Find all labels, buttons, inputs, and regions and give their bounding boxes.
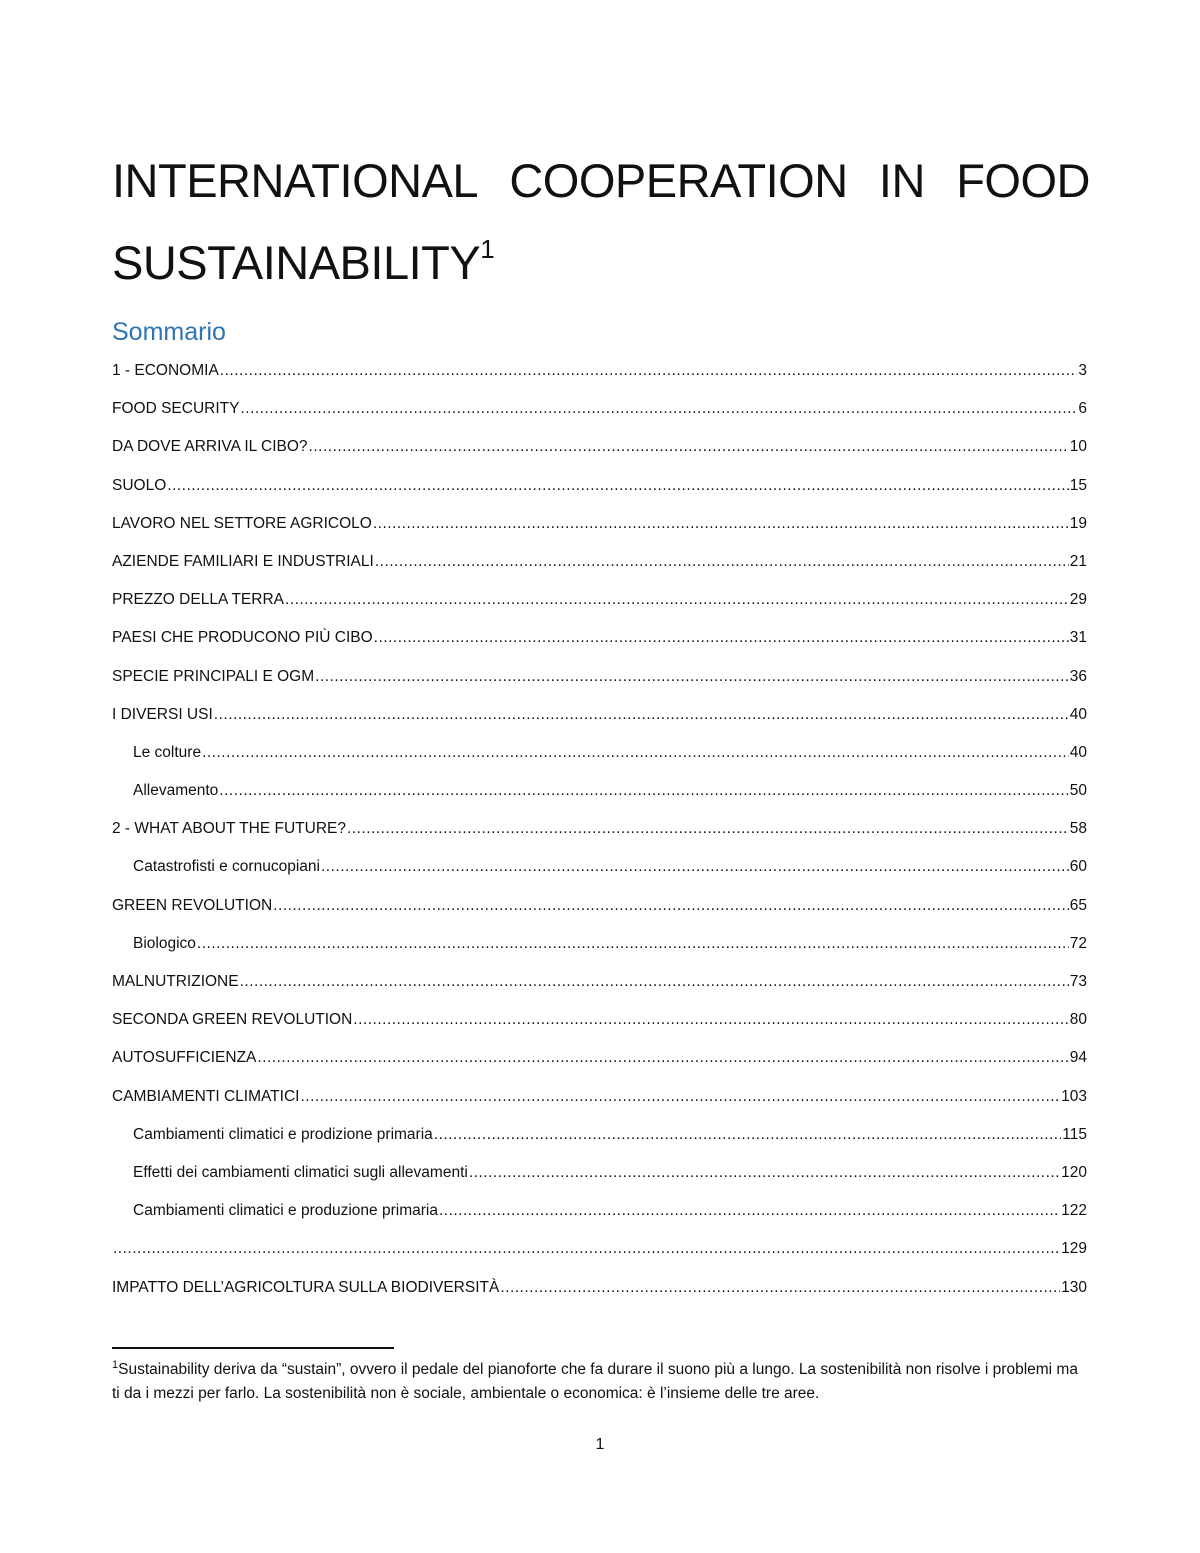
- toc-entry-page[interactable]: 73: [1069, 973, 1087, 990]
- toc-entry[interactable]: [112, 782, 1087, 820]
- toc-dot-leader: [374, 629, 1069, 647]
- toc-entry-page[interactable]: 72: [1069, 934, 1087, 952]
- toc-entry[interactable]: [112, 744, 1087, 782]
- toc-dot-leader: [309, 438, 1069, 456]
- toc-entry[interactable]: [112, 1164, 1087, 1202]
- toc-entry-label[interactable]: IMPATTO DELL’AGRICOLTURA SULLA BIODIVERSITÀ: [112, 1278, 500, 1296]
- toc-entry-label[interactable]: Le colture: [133, 743, 202, 761]
- toc-entry-page[interactable]: 65: [1069, 896, 1087, 914]
- title-word: FOOD: [956, 154, 1090, 207]
- toc-entry-label[interactable]: DA DOVE ARRIVA IL CIBO?: [112, 438, 308, 456]
- page-number: 1: [595, 1436, 605, 1453]
- toc-entry[interactable]: [112, 935, 1087, 973]
- toc-entry-page[interactable]: 60: [1069, 858, 1087, 876]
- toc-entry-label[interactable]: Cambiamenti climatici e produzione primaria: [133, 1202, 438, 1220]
- toc-entry-page[interactable]: 40: [1069, 705, 1087, 723]
- toc-entry-page[interactable]: 31: [1069, 629, 1087, 647]
- toc-entry-label[interactable]: 2 - WHAT ABOUT THE FUTURE?: [112, 820, 346, 838]
- toc-entry-label[interactable]: Biologico: [133, 934, 196, 952]
- toc-entry[interactable]: [112, 1049, 1087, 1087]
- toc-dot-leader: [434, 1126, 1062, 1144]
- toc-dot-leader: [257, 1049, 1068, 1067]
- toc-entry-page[interactable]: 36: [1069, 667, 1087, 685]
- toc-dot-leader: [315, 668, 1069, 686]
- toc-entry-label[interactable]: SPECIE PRINCIPALI E OGM: [112, 667, 315, 685]
- toc-entry[interactable]: [112, 706, 1087, 744]
- title-word: INTERNATIONAL: [112, 154, 479, 207]
- toc-entry-page[interactable]: 3: [1078, 362, 1087, 379]
- toc-entry-label[interactable]: AZIENDE FAMILIARI E INDUSTRIALI: [112, 552, 374, 570]
- toc-dot-leader: [167, 477, 1068, 495]
- toc-entry[interactable]: [112, 1088, 1087, 1126]
- title-line-1: [112, 140, 1090, 222]
- toc-dot-leader: [347, 820, 1069, 838]
- title-word: SUSTAINABILITY: [112, 236, 481, 289]
- toc-entry[interactable]: [112, 897, 1087, 935]
- title-word: IN: [878, 154, 925, 207]
- toc-entry-page[interactable]: 50: [1069, 782, 1087, 800]
- toc-entry[interactable]: [112, 1126, 1087, 1164]
- toc-dot-leader: [439, 1202, 1060, 1220]
- toc-entry-page[interactable]: 19: [1069, 514, 1087, 532]
- toc-entry-label[interactable]: I DIVERSI USI: [112, 705, 213, 723]
- toc-dot-leader: [220, 362, 1078, 380]
- toc-dot-leader: [219, 782, 1068, 800]
- toc-entry-label[interactable]: PREZZO DELLA TERRA: [112, 591, 284, 609]
- toc-entry-page[interactable]: 122: [1061, 1202, 1087, 1220]
- toc-dot-leader: [353, 1011, 1068, 1029]
- toc-entry[interactable]: [112, 591, 1087, 629]
- toc-entry[interactable]: [112, 1011, 1087, 1049]
- toc-entry-page[interactable]: 115: [1062, 1125, 1087, 1143]
- toc-entry[interactable]: [112, 515, 1087, 553]
- toc-dot-leader: [197, 935, 1069, 953]
- toc-entry-label[interactable]: Effetti dei cambiamenti climatici sugli allevamenti: [133, 1163, 468, 1181]
- toc-entry-label[interactable]: FOOD SECURITY: [112, 400, 240, 418]
- toc-entry-label[interactable]: 1 - ECONOMIA: [112, 362, 219, 379]
- toc-entry[interactable]: [112, 820, 1087, 858]
- toc-entry-label[interactable]: SUOLO: [112, 476, 167, 494]
- toc-entry[interactable]: [112, 973, 1087, 1011]
- toc-entry-label[interactable]: Catastrofisti e cornucopiani: [133, 858, 320, 876]
- title-line-2: [112, 222, 1090, 304]
- toc-dot-leader: [214, 706, 1069, 724]
- toc-entry-page[interactable]: 58: [1069, 820, 1087, 838]
- toc-entry-label[interactable]: Cambiamenti climatici e prodizione primaria: [133, 1125, 433, 1143]
- toc-dot-leader: [321, 858, 1069, 876]
- toc-entry[interactable]: [112, 362, 1087, 400]
- title-footnote-mark[interactable]: 1: [480, 234, 495, 265]
- toc-entry[interactable]: [112, 668, 1087, 706]
- toc-dot-leader: [373, 515, 1069, 533]
- footnote-text: Sustainability deriva da “sustain”, ovvero il pedale del pianoforte che fa durare il suono più a lungo. La sostenibilità non risolve i problemi ma ti da i mezzi per farlo. La sostenibilità non è sociale, ambientale o economica: è l’insieme delle tre aree.: [112, 1361, 1078, 1402]
- toc-dot-leader: [202, 744, 1069, 762]
- toc-entry-page[interactable]: 10: [1069, 438, 1087, 456]
- title-word: COOPERATION: [509, 154, 848, 207]
- toc-entry-page[interactable]: 15: [1069, 476, 1087, 494]
- toc-entry-label[interactable]: MALNUTRIZIONE: [112, 973, 239, 990]
- toc-entry-label[interactable]: CAMBIAMENTI CLIMATICI: [112, 1087, 300, 1105]
- document-title: [112, 140, 1090, 304]
- toc-entry[interactable]: [112, 1202, 1087, 1240]
- toc-dot-leader: [273, 897, 1069, 915]
- toc-entry[interactable]: [112, 438, 1087, 476]
- toc-dot-leader: [113, 1240, 1060, 1258]
- toc-entry-label[interactable]: AUTOSUFFICIENZA: [112, 1049, 257, 1067]
- toc-dot-leader: [285, 591, 1069, 609]
- footnote-separator: [112, 1347, 394, 1349]
- toc-entry-page[interactable]: 80: [1069, 1011, 1087, 1029]
- toc-entry-label[interactable]: SECONDA GREEN REVOLUTION: [112, 1011, 353, 1029]
- toc-dot-leader: [240, 973, 1069, 991]
- toc-entry-page[interactable]: 40: [1069, 743, 1087, 761]
- footnote: [112, 1358, 1087, 1406]
- toc-entry-page[interactable]: 29: [1069, 591, 1087, 609]
- toc-dot-leader: [300, 1088, 1060, 1106]
- toc-dot-leader: [375, 553, 1069, 571]
- table-of-contents: [112, 362, 1087, 1317]
- toc-entry-page[interactable]: 129: [1061, 1240, 1087, 1258]
- toc-entry[interactable]: [112, 553, 1087, 591]
- toc-entry-page[interactable]: 103: [1061, 1087, 1087, 1105]
- toc-dot-leader: [500, 1279, 1060, 1297]
- toc-dot-leader: [240, 400, 1077, 418]
- toc-entry-label[interactable]: GREEN REVOLUTION: [112, 896, 273, 914]
- footnote-mark: 1: [112, 1358, 119, 1371]
- toc-dot-leader: [469, 1164, 1060, 1182]
- toc-entry[interactable]: [112, 858, 1087, 896]
- toc-entry-label[interactable]: Allevamento: [133, 782, 219, 800]
- toc-entry[interactable]: [112, 1279, 1087, 1317]
- toc-entry-label[interactable]: PAESI CHE PRODUCONO PIÙ CIBO: [112, 629, 373, 647]
- toc-entry-page[interactable]: 130: [1061, 1278, 1087, 1296]
- toc-entry-page[interactable]: 6: [1078, 400, 1087, 418]
- toc-entry[interactable]: [112, 629, 1087, 667]
- toc-entry[interactable]: [112, 1240, 1087, 1278]
- toc-entry-label[interactable]: LAVORO NEL SETTORE AGRICOLO: [112, 514, 372, 532]
- toc-entry-page[interactable]: 21: [1069, 552, 1087, 570]
- toc-entry-page[interactable]: 94: [1069, 1049, 1087, 1067]
- toc-entry-page[interactable]: 120: [1061, 1163, 1087, 1181]
- toc-heading: Sommario: [112, 318, 226, 346]
- toc-entry[interactable]: [112, 477, 1087, 515]
- toc-entry[interactable]: [112, 400, 1087, 438]
